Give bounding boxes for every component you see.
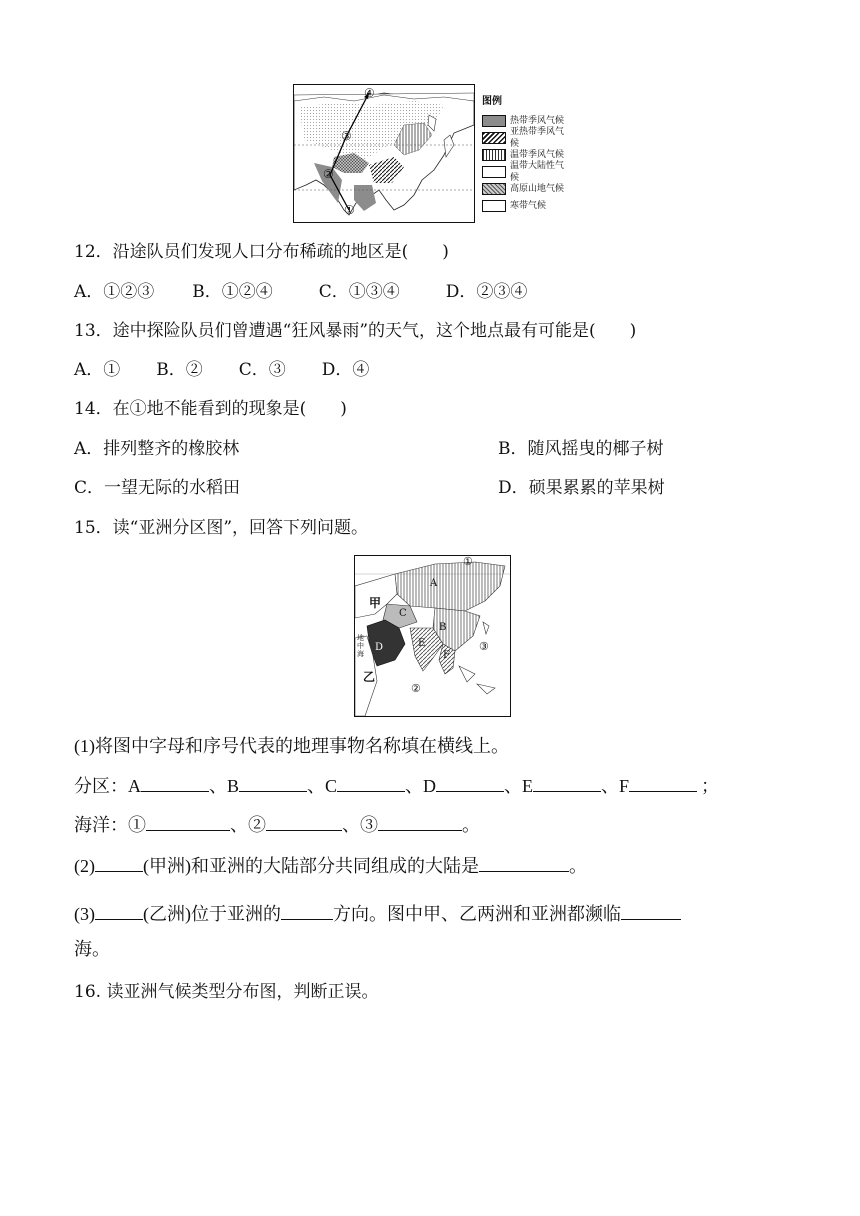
region-e-label: E (418, 638, 426, 649)
q15-part3: (3) (乙洲)位于亚洲的 方向。图中甲、乙两洲和亚洲都濒临 (74, 901, 681, 926)
blank-ocean-3[interactable] (378, 812, 462, 831)
legend-item: 高原山地气候 (482, 180, 572, 197)
climate-route-map (293, 84, 475, 223)
question-14-stem: 14．在①地不能看到的现象是( ) (74, 399, 347, 419)
option-d[interactable]: D．硕果累累的苹果树 (498, 478, 665, 498)
ocean-2-label: ② (411, 682, 421, 695)
blank-continent[interactable] (479, 853, 569, 872)
region-c-label: C (399, 608, 407, 619)
ocean-1-label: ① (463, 555, 473, 568)
q15-part1: (1)将图中字母和序号代表的地理事物名称填在横线上。 (74, 736, 509, 756)
q15-oceans-row: 海洋：① 、② 、③ 。 (74, 812, 480, 837)
legend-swatch (482, 166, 506, 178)
legend-swatch (482, 132, 506, 144)
option-d[interactable]: D．④ (321, 360, 370, 380)
ocean-3-label: ③ (479, 640, 489, 653)
blank-ocean-2[interactable] (266, 812, 342, 831)
question-13-options (74, 358, 369, 382)
route-point-1: ① (344, 203, 355, 217)
option-a[interactable]: A．① (74, 360, 121, 380)
legend-swatch (482, 149, 506, 161)
question-16-stem: 16. 读亚洲气候类型分布图，判断正误。 (74, 982, 379, 1002)
region-a-label: A (430, 578, 438, 589)
option-a[interactable]: A．①②③ (74, 282, 155, 302)
blank-region-a[interactable] (141, 773, 209, 792)
legend-item: 亚热带季风气候 (482, 129, 572, 146)
option-a[interactable]: A．排列整齐的橡胶林 (74, 439, 240, 459)
option-b[interactable]: B．随风摇曳的椰子树 (498, 439, 664, 459)
blank-yi[interactable] (95, 901, 143, 920)
legend-swatch (482, 115, 506, 127)
legend-swatch (482, 200, 506, 212)
question-15-stem: 15．读“亚洲分区图”，回答下列问题。 (74, 518, 369, 538)
option-c[interactable]: C．①③④ (318, 282, 400, 302)
blank-region-d[interactable] (436, 773, 504, 792)
q15-part2: (2) (甲洲)和亚洲的大陆部分共同组成的大陆是 。 (74, 853, 587, 878)
question-12-options (74, 280, 527, 304)
africa-yi-label: 乙 (363, 670, 376, 684)
blank-sea[interactable] (621, 901, 681, 920)
option-d[interactable]: D．②③④ (445, 282, 528, 302)
asia-regions-map (354, 555, 511, 717)
climate-map-svg (294, 85, 474, 222)
route-point-2: ② (323, 167, 334, 181)
option-c[interactable]: C．③ (238, 360, 286, 380)
route-point-4: ④ (364, 86, 375, 100)
option-b[interactable]: B．①②④ (192, 282, 273, 302)
q15-regions-row: 分区：A 、B 、C 、D 、E 、F ； (74, 773, 719, 798)
region-f-label: F (443, 650, 450, 661)
question-13-stem: 13．途中探险队员们曾遭遇“狂风暴雨”的天气，这个地点最有可能是( ) (74, 321, 637, 341)
climate-legend (482, 96, 572, 214)
legend-item: 热带季风气候 (482, 112, 572, 129)
legend-item: 温带季风气候 (482, 146, 572, 163)
region-b-label: B (439, 622, 447, 633)
blank-region-b[interactable] (239, 773, 307, 792)
blank-region-e[interactable] (533, 773, 601, 792)
region-d-label: D (375, 642, 384, 653)
blank-ocean-1[interactable] (146, 812, 230, 831)
blank-jia[interactable] (95, 853, 143, 872)
legend-swatch (482, 183, 506, 195)
europe-jia-label: 甲 (369, 596, 382, 610)
blank-region-c[interactable] (337, 773, 405, 792)
option-b[interactable]: B．② (156, 360, 203, 380)
legend-title: 图例 (482, 96, 502, 107)
question-12-stem: 12．沿途队员们发现人口分布稀疏的地区是( ) (74, 242, 449, 262)
mediterranean-label: 地中海 (357, 634, 364, 658)
q15-part3-end: 海。 (74, 939, 110, 959)
legend-item: 寒带气候 (482, 197, 572, 214)
legend-item: 温带大陆性气候 (482, 163, 572, 180)
route-point-3: ③ (341, 129, 352, 143)
blank-direction[interactable] (281, 901, 333, 920)
blank-region-f[interactable] (629, 773, 697, 792)
option-c[interactable]: C．一望无际的水稻田 (74, 478, 241, 498)
